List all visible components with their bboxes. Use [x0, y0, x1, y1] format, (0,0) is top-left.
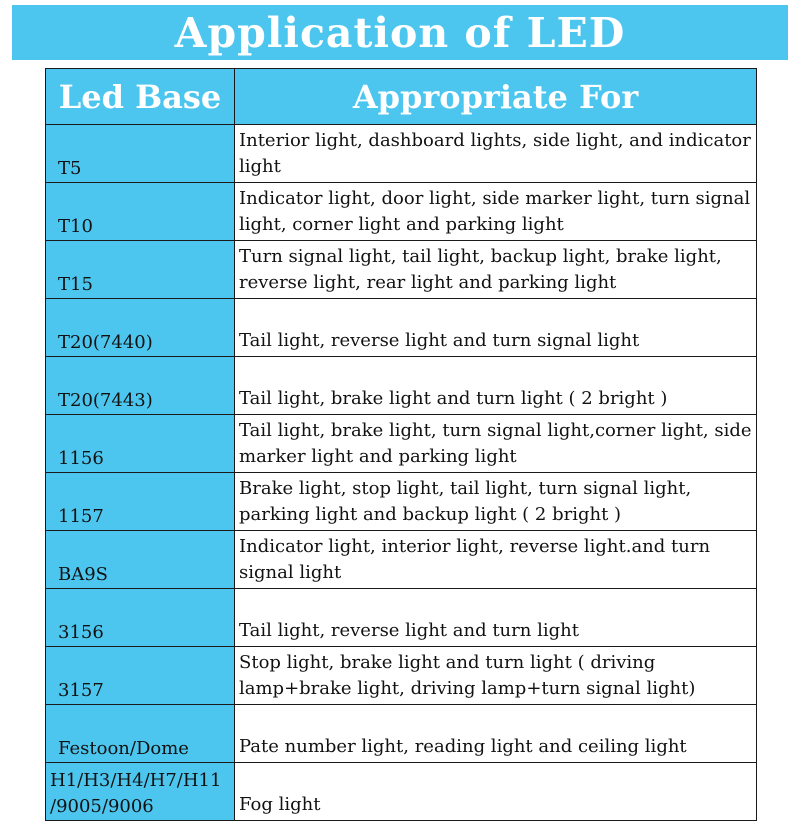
led-base-cell: 1156 [46, 415, 235, 473]
column-header-led-base: Led Base [46, 69, 235, 125]
page-title: Application of LED [174, 8, 626, 57]
table-row [46, 531, 757, 589]
table-row [46, 589, 757, 647]
led-base-cell: H1/H3/H4/H7/H11 /9005/9006 [46, 763, 235, 821]
led-application-table [45, 68, 757, 821]
application-cell: Turn signal light, tail light, backup light, brake light, reverse light, rear light and parking light [235, 241, 757, 299]
table-row [46, 473, 757, 531]
led-base-cell: T20(7443) [46, 357, 235, 415]
application-cell: Indicator light, interior light, reverse light.and turn signal light [235, 531, 757, 589]
application-cell: Brake light, stop light, tail light, turn signal light, parking light and backup light ( 2 bright ) [235, 473, 757, 531]
table-row [46, 299, 757, 357]
application-cell: Indicator light, door light, side marker light, turn signal light, corner light and parking light [235, 183, 757, 241]
table-row [46, 357, 757, 415]
table-row [46, 415, 757, 473]
led-base-cell: T15 [46, 241, 235, 299]
application-cell: Tail light, brake light, turn signal light,corner light, side marker light and parking light [235, 415, 757, 473]
led-base-cell: 3157 [46, 647, 235, 705]
led-base-cell: Festoon/Dome [46, 705, 235, 763]
application-cell: Pate number light, reading light and ceiling light [235, 705, 757, 763]
led-base-cell: 1157 [46, 473, 235, 531]
table-row [46, 705, 757, 763]
application-cell: Stop light, brake light and turn light ( driving lamp+brake light, driving lamp+turn signal light) [235, 647, 757, 705]
led-base-cell: T20(7440) [46, 299, 235, 357]
application-cell: Interior light, dashboard lights, side light, and indicator light [235, 125, 757, 183]
led-base-cell: 3156 [46, 589, 235, 647]
column-header-appropriate-for: Appropriate For [235, 69, 757, 125]
application-cell: Fog light [235, 763, 757, 821]
led-base-cell: T5 [46, 125, 235, 183]
application-cell: Tail light, brake light and turn light ( 2 bright ) [235, 357, 757, 415]
table-row [46, 183, 757, 241]
led-base-cell: T10 [46, 183, 235, 241]
table-row [46, 647, 757, 705]
table-row [46, 241, 757, 299]
table-row [46, 125, 757, 183]
application-cell: Tail light, reverse light and turn light [235, 589, 757, 647]
title-banner [12, 5, 788, 60]
application-cell: Tail light, reverse light and turn signal light [235, 299, 757, 357]
led-base-cell: BA9S [46, 531, 235, 589]
table-header-row [46, 69, 757, 125]
table-row [46, 763, 757, 821]
